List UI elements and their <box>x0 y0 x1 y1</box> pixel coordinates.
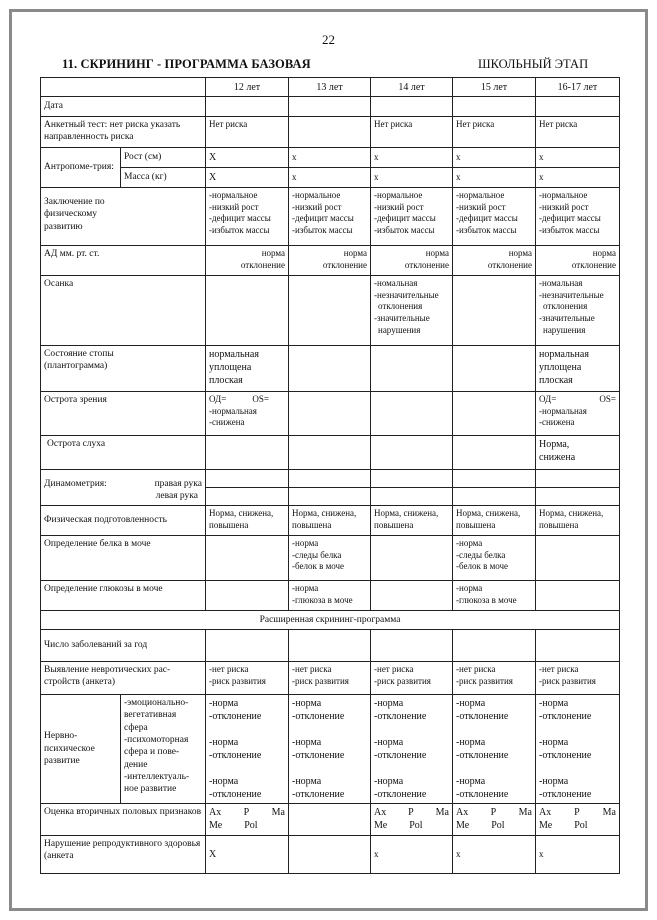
vision-cell[interactable] <box>453 392 536 436</box>
option-text: отклонение <box>240 259 285 270</box>
option-text: -избыток массы <box>374 225 435 236</box>
od-text: ОД= <box>539 394 557 404</box>
intellect-label: -интеллектуаль-ное развитие <box>124 772 190 795</box>
sexual-cell[interactable] <box>371 804 453 836</box>
row-label-neuro-development: Нервно-психическое развитие <box>41 695 121 804</box>
option-text: -норма <box>292 538 319 548</box>
option-text: -нормальное <box>292 190 341 200</box>
neuro-cell[interactable] <box>453 695 536 804</box>
row-survey <box>41 117 620 148</box>
option-text: -норма <box>539 776 569 787</box>
row-neurotic <box>41 662 620 695</box>
option-text: -значительные <box>539 313 595 324</box>
repro-cell[interactable]: x <box>371 836 453 874</box>
option-text: -норма <box>456 737 486 748</box>
vision-cell[interactable] <box>536 392 620 436</box>
option-text: -отклонение <box>539 789 592 800</box>
illness-cell[interactable] <box>371 630 453 662</box>
option-text: -норма <box>292 737 322 748</box>
option-text: -отклонение <box>456 711 509 722</box>
fitness-cell[interactable] <box>371 506 453 536</box>
dyn-right-cell[interactable] <box>536 470 620 488</box>
option-text: -избыток массы <box>456 225 517 236</box>
protein-cell[interactable] <box>453 536 536 581</box>
row-label-fitness: Физическая подготовленность <box>41 506 206 536</box>
option-text: отклонение <box>404 259 449 270</box>
option-text: -норма <box>374 698 404 709</box>
glucose-cell[interactable] <box>536 581 620 611</box>
screening-table <box>40 77 620 874</box>
neuro-subitems <box>121 695 206 804</box>
option-text: -риск развития <box>539 675 596 686</box>
option-text: -нет риска <box>374 664 414 674</box>
row-glucose <box>41 581 620 611</box>
row-label-mass: Масса (кг) <box>121 168 206 188</box>
option-text: -отклонение <box>292 750 345 761</box>
hearing-cell[interactable] <box>289 436 371 470</box>
bp-cell[interactable] <box>536 246 620 276</box>
left-hand-label: левая рука <box>155 491 198 502</box>
neurotic-cell[interactable] <box>289 662 371 695</box>
option-text: -отклонение <box>374 789 427 800</box>
option-text: -глюкоза в моче <box>292 594 353 605</box>
option-text: повышена <box>374 519 414 530</box>
repro-cell[interactable]: x <box>536 836 620 874</box>
code-text: Ма <box>602 807 616 818</box>
option-text: -норма <box>292 583 319 593</box>
row-foot <box>41 346 620 392</box>
option-text: -отклонение <box>209 711 262 722</box>
neurotic-cell[interactable] <box>453 662 536 695</box>
option-text: Норма, снижена, <box>209 508 274 518</box>
option-text: -нормальная <box>209 405 257 416</box>
psychomotor-label: -психомоторная сфера и пове-дение <box>124 735 189 770</box>
bp-cell[interactable] <box>289 246 371 276</box>
code-text: Pol <box>574 820 588 831</box>
option-text: -низкий рост <box>209 201 259 212</box>
option-text: Норма, снижена, <box>374 508 439 518</box>
illness-cell[interactable] <box>453 630 536 662</box>
option-text: Норма, снижена, <box>539 508 604 518</box>
option-text: норма <box>425 248 449 258</box>
code-text: Ме <box>209 820 223 831</box>
neurotic-cell[interactable] <box>206 662 289 695</box>
row-fitness <box>41 506 620 536</box>
row-label-sexual: Оценка вторичных половых признаков <box>41 804 206 836</box>
mass-cell[interactable]: x <box>371 168 453 188</box>
survey-cell[interactable]: Нет риска <box>453 117 536 148</box>
os-text: OS= <box>599 394 616 404</box>
option-text: -дефицит массы <box>456 213 518 224</box>
option-text: норма <box>261 248 285 258</box>
section-heading-extended: Расширенная скрининг-программа <box>41 611 620 630</box>
vision-cell[interactable] <box>371 392 453 436</box>
fitness-cell[interactable] <box>206 506 289 536</box>
row-label-physical-development <box>41 188 206 246</box>
option-text: -избыток массы <box>539 225 600 236</box>
code-text: Ах <box>374 807 387 818</box>
protein-cell[interactable] <box>371 536 453 581</box>
option-text: отклонения <box>543 301 588 312</box>
code-text: Р <box>574 807 580 818</box>
option-text: -риск развития <box>456 675 513 686</box>
option-text: -отклонение <box>209 789 262 800</box>
hearing-cell[interactable] <box>206 436 289 470</box>
option-text: -нет риска <box>456 664 496 674</box>
illness-cell[interactable] <box>206 630 289 662</box>
physical-development-label: Заключение по физическому развитию <box>44 197 105 232</box>
date-cell[interactable] <box>371 97 453 117</box>
option-text: -дефицит массы <box>539 213 601 224</box>
bp-cell[interactable] <box>206 246 289 276</box>
code-text: Ма <box>271 807 285 818</box>
option-text: -нет риска <box>292 664 332 674</box>
posture-cell[interactable] <box>453 276 536 346</box>
neurotic-label: Выявление невротических рас-стройств (анкета) <box>44 665 171 688</box>
option-text: -норма <box>456 698 486 709</box>
dyn-left-cell[interactable] <box>536 488 620 506</box>
code-text: Р <box>408 807 414 818</box>
row-vision <box>41 392 620 436</box>
hearing-cell[interactable] <box>536 436 620 470</box>
illness-cell[interactable] <box>289 630 371 662</box>
option-text: нарушения <box>543 324 586 335</box>
option-text: -избыток массы <box>209 225 270 236</box>
protein-cell[interactable] <box>536 536 620 581</box>
hearing-cell[interactable] <box>371 436 453 470</box>
option-text: -глюкоза в моче <box>456 594 517 605</box>
sexual-cell[interactable] <box>289 804 371 836</box>
glucose-cell[interactable] <box>371 581 453 611</box>
posture-cell[interactable] <box>536 276 620 346</box>
neurotic-cell[interactable] <box>371 662 453 695</box>
sexual-cell[interactable] <box>453 804 536 836</box>
age-header: 16-17 лет <box>536 78 620 97</box>
fitness-cell[interactable] <box>536 506 620 536</box>
height-cell[interactable]: x <box>536 148 620 168</box>
option-text: -норма <box>374 776 404 787</box>
option-text: -низкий рост <box>539 201 589 212</box>
row-illness <box>41 630 620 662</box>
vision-cell[interactable] <box>206 392 289 436</box>
option-text: отклонение <box>571 259 616 270</box>
hearing-cell[interactable] <box>453 436 536 470</box>
foot-cell[interactable] <box>453 346 536 392</box>
option-text: -белок в моче <box>456 561 509 572</box>
option-text: -низкий рост <box>292 201 342 212</box>
repro-cell[interactable]: X <box>206 836 289 874</box>
option-text: -отклонение <box>374 711 427 722</box>
emo-sphere-label: -эмоционально-вегетативная сфера <box>124 698 189 733</box>
row-mass <box>41 168 620 188</box>
glucose-cell[interactable] <box>453 581 536 611</box>
phys-dev-cell[interactable] <box>289 188 371 246</box>
option-text: -норма <box>292 698 322 709</box>
option-text: -норма <box>209 776 239 787</box>
code-text: Ма <box>435 807 449 818</box>
code-text: Pol <box>244 820 258 831</box>
option-text: -номальная <box>374 278 418 288</box>
row-label-hearing: Острота слуха <box>41 436 206 470</box>
survey-cell[interactable]: Нет риска <box>371 117 453 148</box>
option-text: норма <box>592 248 616 258</box>
code-text: Ах <box>456 807 469 818</box>
survey-cell[interactable]: Нет риска <box>536 117 620 148</box>
neurotic-cell[interactable] <box>536 662 620 695</box>
dyn-left-cell[interactable] <box>206 488 289 506</box>
dyn-right-cell[interactable] <box>453 470 536 488</box>
option-text: -отклонение <box>456 750 509 761</box>
row-extended-heading <box>41 611 620 630</box>
option-text: Норма, снижена, <box>456 508 521 518</box>
option-text: отклонения <box>378 301 423 312</box>
option-text: нормальная <box>539 349 589 360</box>
option-text: -норма <box>209 737 239 748</box>
code-text: Ах <box>539 807 552 818</box>
glucose-cell[interactable] <box>206 581 289 611</box>
mass-cell[interactable]: X <box>206 168 289 188</box>
od-text: ОД= <box>209 394 227 404</box>
code-text: Pol <box>409 820 423 831</box>
row-label-neurotic <box>41 662 206 695</box>
repro-cell[interactable]: x <box>453 836 536 874</box>
height-cell[interactable]: x <box>289 148 371 168</box>
option-text: -норма <box>539 698 569 709</box>
option-text: -следы белка <box>292 549 342 560</box>
row-sexual <box>41 804 620 836</box>
fitness-cell[interactable] <box>453 506 536 536</box>
option-text: -избыток массы <box>292 225 353 236</box>
row-label-height: Рост (см) <box>121 148 206 168</box>
page-number: 22 <box>322 32 335 47</box>
option-text: -риск развития <box>292 675 349 686</box>
neuro-cell[interactable] <box>206 695 289 804</box>
option-text: -норма <box>292 776 322 787</box>
row-posture <box>41 276 620 346</box>
survey-cell[interactable]: Нет риска <box>206 117 289 148</box>
option-text: -риск развития <box>209 675 266 686</box>
foot-cell[interactable] <box>289 346 371 392</box>
date-cell[interactable] <box>453 97 536 117</box>
height-cell[interactable]: x <box>453 148 536 168</box>
protein-cell[interactable] <box>289 536 371 581</box>
bp-cell[interactable] <box>371 246 453 276</box>
code-text: Ах <box>209 807 222 818</box>
option-text: -отклонение <box>456 789 509 800</box>
option-text: -отклонение <box>374 750 427 761</box>
code-text: Ме <box>374 820 388 831</box>
foot-label: Состояние стопы (плантограмма) <box>44 349 114 372</box>
option-text: -дефицит массы <box>374 213 436 224</box>
row-label-glucose: Определение глюкозы в моче <box>41 581 206 611</box>
option-text: отклонение <box>322 259 367 270</box>
survey-cell[interactable] <box>289 117 371 148</box>
option-text: -норма <box>456 538 483 548</box>
posture-cell[interactable] <box>371 276 453 346</box>
option-text: повышена <box>209 519 249 530</box>
age-header: 14 лет <box>371 78 453 97</box>
height-cell[interactable]: x <box>371 148 453 168</box>
option-text: -нормальное <box>209 190 258 200</box>
row-label-reproductive: Нарушение репродуктивного здоровья (анкета <box>41 836 206 874</box>
row-label-date: Дата <box>41 97 206 117</box>
option-text: отклонение <box>487 259 532 270</box>
row-height <box>41 148 620 168</box>
age-header: 13 лет <box>289 78 371 97</box>
option-text: Норма, <box>539 439 570 450</box>
option-text: -номальная <box>539 278 583 288</box>
dynamometry-label: Динамометрия: <box>44 479 107 489</box>
row-label-illness: Число заболеваний за год <box>41 630 206 662</box>
option-text: уплощена <box>539 362 582 373</box>
option-text: -отклонение <box>292 711 345 722</box>
option-text: повышена <box>539 519 579 530</box>
option-text: -дефицит массы <box>209 213 271 224</box>
row-hearing <box>41 436 620 470</box>
option-text: -норма <box>209 698 239 709</box>
age-header: 15 лет <box>453 78 536 97</box>
dyn-left-cell[interactable] <box>453 488 536 506</box>
option-text: нарушения <box>378 324 421 335</box>
option-text: повышена <box>292 519 332 530</box>
vision-cell[interactable] <box>289 392 371 436</box>
phys-dev-cell[interactable] <box>206 188 289 246</box>
dyn-left-cell[interactable] <box>289 488 371 506</box>
option-text: повышена <box>456 519 496 530</box>
dyn-left-cell[interactable] <box>371 488 453 506</box>
option-text: Норма, снижена, <box>292 508 357 518</box>
phys-dev-cell[interactable] <box>371 188 453 246</box>
repro-cell[interactable] <box>289 836 371 874</box>
os-text: OS= <box>252 394 269 404</box>
posture-cell[interactable] <box>206 276 289 346</box>
option-text: -снижена <box>539 417 575 428</box>
protein-cell[interactable] <box>206 536 289 581</box>
illness-cell[interactable] <box>536 630 620 662</box>
option-text: -норма <box>456 776 486 787</box>
option-text: плоская <box>209 375 243 386</box>
option-text: -норма <box>456 583 483 593</box>
option-text: нормальная <box>209 349 259 360</box>
row-physical-development <box>41 188 620 246</box>
row-neuro-development <box>41 695 620 804</box>
age-header: 12 лет <box>206 78 289 97</box>
row-reproductive <box>41 836 620 874</box>
mass-cell[interactable]: x <box>536 168 620 188</box>
row-label-posture: Осанка <box>41 276 206 346</box>
option-text: -значительные <box>374 313 430 324</box>
fitness-cell[interactable] <box>289 506 371 536</box>
row-label-dynamometry <box>41 470 206 506</box>
option-text: -белок в моче <box>292 561 345 572</box>
code-text: Ме <box>539 820 553 831</box>
option-text: -нормальное <box>539 190 588 200</box>
mass-cell[interactable]: x <box>453 168 536 188</box>
row-dynamometry-right <box>41 470 620 488</box>
foot-cell[interactable] <box>536 346 620 392</box>
date-cell[interactable] <box>289 97 371 117</box>
option-text: -низкий рост <box>374 201 424 212</box>
page-title: 11. СКРИНИНГ - ПРОГРАММА БАЗОВАЯ <box>62 57 311 71</box>
option-text: -отклонение <box>539 711 592 722</box>
option-text: норма <box>508 248 532 258</box>
code-text: Р <box>490 807 497 818</box>
row-date <box>41 97 620 117</box>
option-text: -норма <box>374 737 404 748</box>
option-text: норма <box>343 248 367 258</box>
option-text: уплощена <box>209 362 252 373</box>
date-cell[interactable] <box>206 97 289 117</box>
code-text: Ме <box>456 820 470 831</box>
glucose-cell[interactable] <box>289 581 371 611</box>
row-label-survey: Анкетный тест: нет риска указать направленность риска <box>41 117 206 148</box>
neuro-cell[interactable] <box>371 695 453 804</box>
option-text: -норма <box>539 737 569 748</box>
dyn-right-cell[interactable] <box>206 470 289 488</box>
option-text: -нет риска <box>209 664 249 674</box>
neuro-cell[interactable] <box>536 695 620 804</box>
option-text: -низкий рост <box>456 201 506 212</box>
option-text: -нормальное <box>456 190 505 200</box>
bp-cell[interactable] <box>453 246 536 276</box>
option-text: -отклонение <box>292 789 345 800</box>
header-empty-cell <box>41 78 206 97</box>
phys-dev-cell[interactable] <box>536 188 620 246</box>
sexual-cell[interactable] <box>206 804 289 836</box>
right-hand-label: правая рука <box>154 479 202 489</box>
dyn-right-cell[interactable] <box>371 470 453 488</box>
neuro-cell[interactable] <box>289 695 371 804</box>
age-header-row <box>41 78 620 97</box>
option-text: -риск развития <box>374 675 431 686</box>
dyn-right-cell[interactable] <box>289 470 371 488</box>
sexual-cell[interactable] <box>536 804 620 836</box>
code-text: Ма <box>518 807 532 818</box>
row-label-blood-pressure: АД мм. рт. ст. <box>41 246 206 276</box>
posture-cell[interactable] <box>289 276 371 346</box>
option-text: -нормальная <box>539 405 587 416</box>
foot-cell[interactable] <box>206 346 289 392</box>
row-protein <box>41 536 620 581</box>
option-text: -следы белка <box>456 549 506 560</box>
option-text: -снижена <box>209 417 245 428</box>
row-label-protein: Определение белка в моче <box>41 536 206 581</box>
stage-label: ШКОЛЬНЫЙ ЭТАП <box>478 57 589 71</box>
code-text: Р <box>243 807 250 818</box>
phys-dev-cell[interactable] <box>453 188 536 246</box>
height-cell[interactable]: X <box>206 148 289 168</box>
row-label-foot <box>41 346 206 392</box>
option-text: -незначительные <box>539 289 604 300</box>
option-text: -незначительные <box>374 289 439 300</box>
option-text: -нормальное <box>374 190 423 200</box>
option-text: -дефицит массы <box>292 213 354 224</box>
option-text: -отклонение <box>209 750 262 761</box>
foot-cell[interactable] <box>371 346 453 392</box>
row-label-vision: Острота зрения <box>41 392 206 436</box>
row-blood-pressure <box>41 246 620 276</box>
option-text: -отклонение <box>539 750 592 761</box>
date-cell[interactable] <box>536 97 620 117</box>
mass-cell[interactable]: x <box>289 168 371 188</box>
option-text: -нет риска <box>539 664 579 674</box>
option-text: снижена <box>539 452 576 463</box>
row-label-anthropometry: Антропоме-трия: <box>41 148 121 188</box>
option-text: плоская <box>539 375 573 386</box>
code-text: Pol <box>491 820 505 831</box>
